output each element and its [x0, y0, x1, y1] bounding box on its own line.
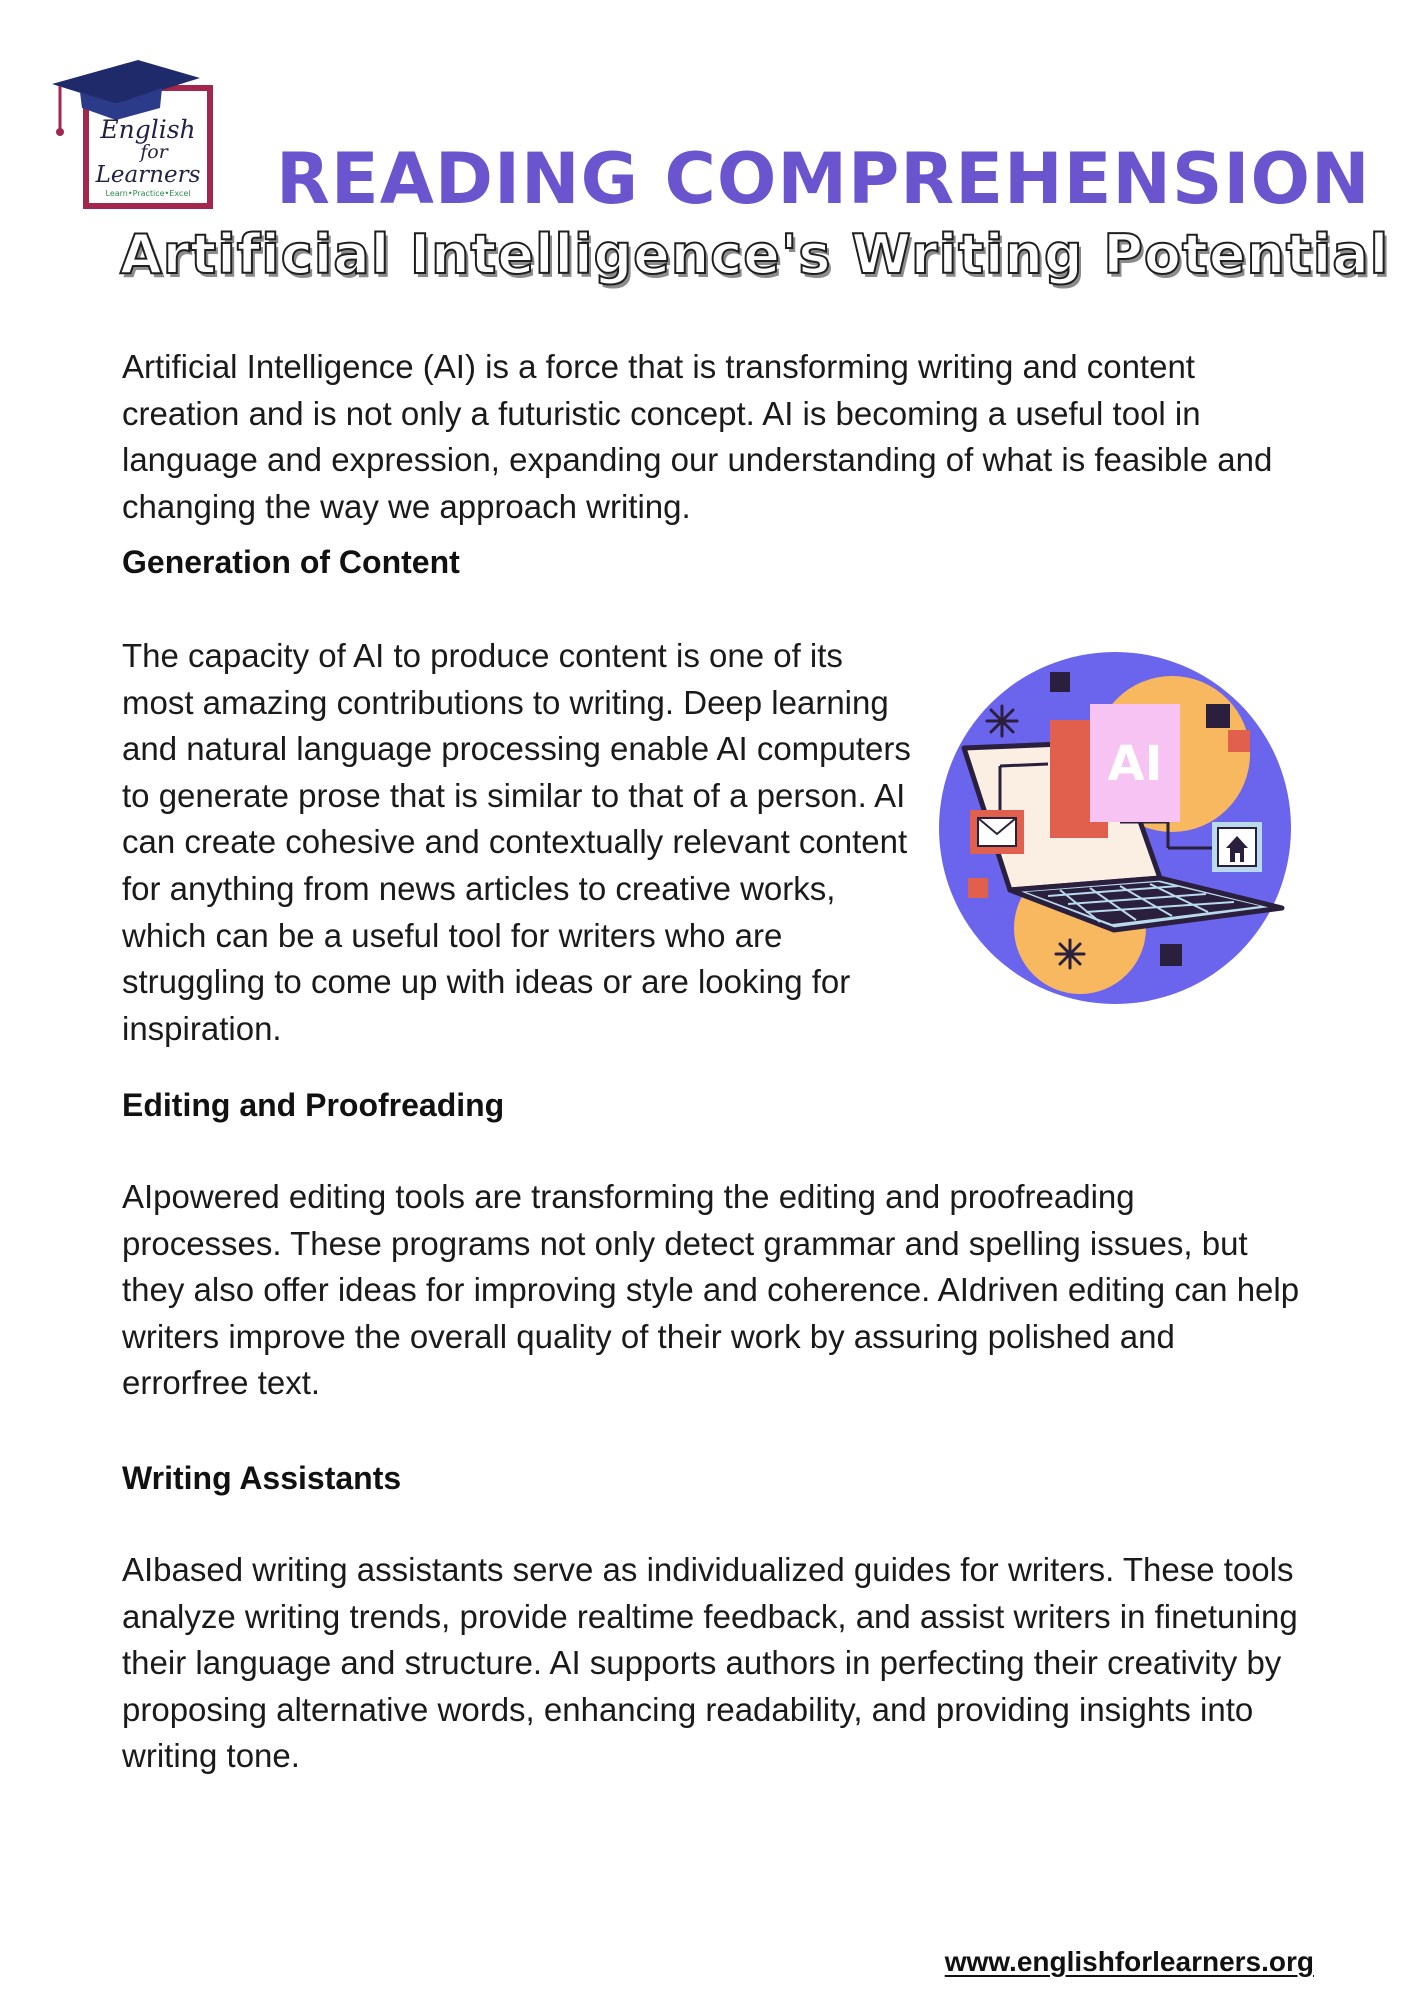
decor-square-3: [1228, 730, 1250, 752]
envelope-icon: [970, 810, 1024, 854]
decor-square-4: [968, 878, 988, 898]
home-icon: [1212, 822, 1262, 872]
website-link[interactable]: www.englishforlearners.org: [944, 1946, 1314, 1977]
sparkle-icon-bottom: [1056, 940, 1084, 968]
ai-illustration: [930, 646, 1300, 1006]
logo-graphic: [50, 58, 218, 212]
ai-label: AI: [1107, 736, 1163, 792]
logo-tagline: Learn•Practice•Excel: [105, 189, 191, 198]
intro-paragraph: Artificial Intelligence (AI) is a force that is transforming writing and content creation and is not only a futuristic concept. AI is becoming a useful tool in language and expression, expanding our understanding of what is feasible and changing the way we approach writing.: [122, 348, 1273, 525]
section-paragraph-generation: The capacity of AI to produce content is one of its most amazing contributions to writing. Deep learning and natural language processing enable AI computers to generate prose that is similar to that of a person. AI can create cohesive and contextually relevant content for anything from news articles to creative works, which can be a useful tool for writers who are struggling to come up with ideas or are looking for inspiration.: [122, 637, 911, 1047]
section-heading-assistants: Writing Assistants: [122, 1460, 402, 1496]
sparkle-icon: [987, 706, 1017, 736]
decor-square-5: [1160, 944, 1182, 966]
logo-line-2: for: [140, 141, 168, 163]
section-paragraph-assistants: AIbased writing assistants serve as individualized guides for writers. These tools analyze writing trends, provide realtime feedback, and assist writers in finetuning their language and structure. AI supports authors in perfecting their creativity by proposing alternative words, enhancing readability, and providing insights into writing tone.: [122, 1551, 1298, 1775]
decor-square-2: [1206, 704, 1230, 728]
page-title: READING COMPREHENSION: [276, 138, 1371, 220]
section-paragraph-editing: AIpowered editing tools are transforming the editing and proofreading processes. These programs not only detect grammar and spelling issues, but they also offer ideas for improving style and coherence. AIdriven editing can help writers improve the overall quality of their work by assuring polished and errorfree text.: [122, 1178, 1300, 1402]
logo-line-3: Learners: [95, 162, 201, 188]
logo-line-1: English: [100, 115, 196, 144]
ai-illustration-graphic: [930, 646, 1300, 1006]
section-heading-editing: Editing and Proofreading: [122, 1087, 505, 1123]
section-heading-generation: Generation of Content: [122, 544, 460, 580]
brand-logo: [50, 58, 218, 212]
page-subtitle: Artificial Intelligence's Writing Potential: [120, 223, 1390, 286]
decor-square-1: [1050, 672, 1070, 692]
